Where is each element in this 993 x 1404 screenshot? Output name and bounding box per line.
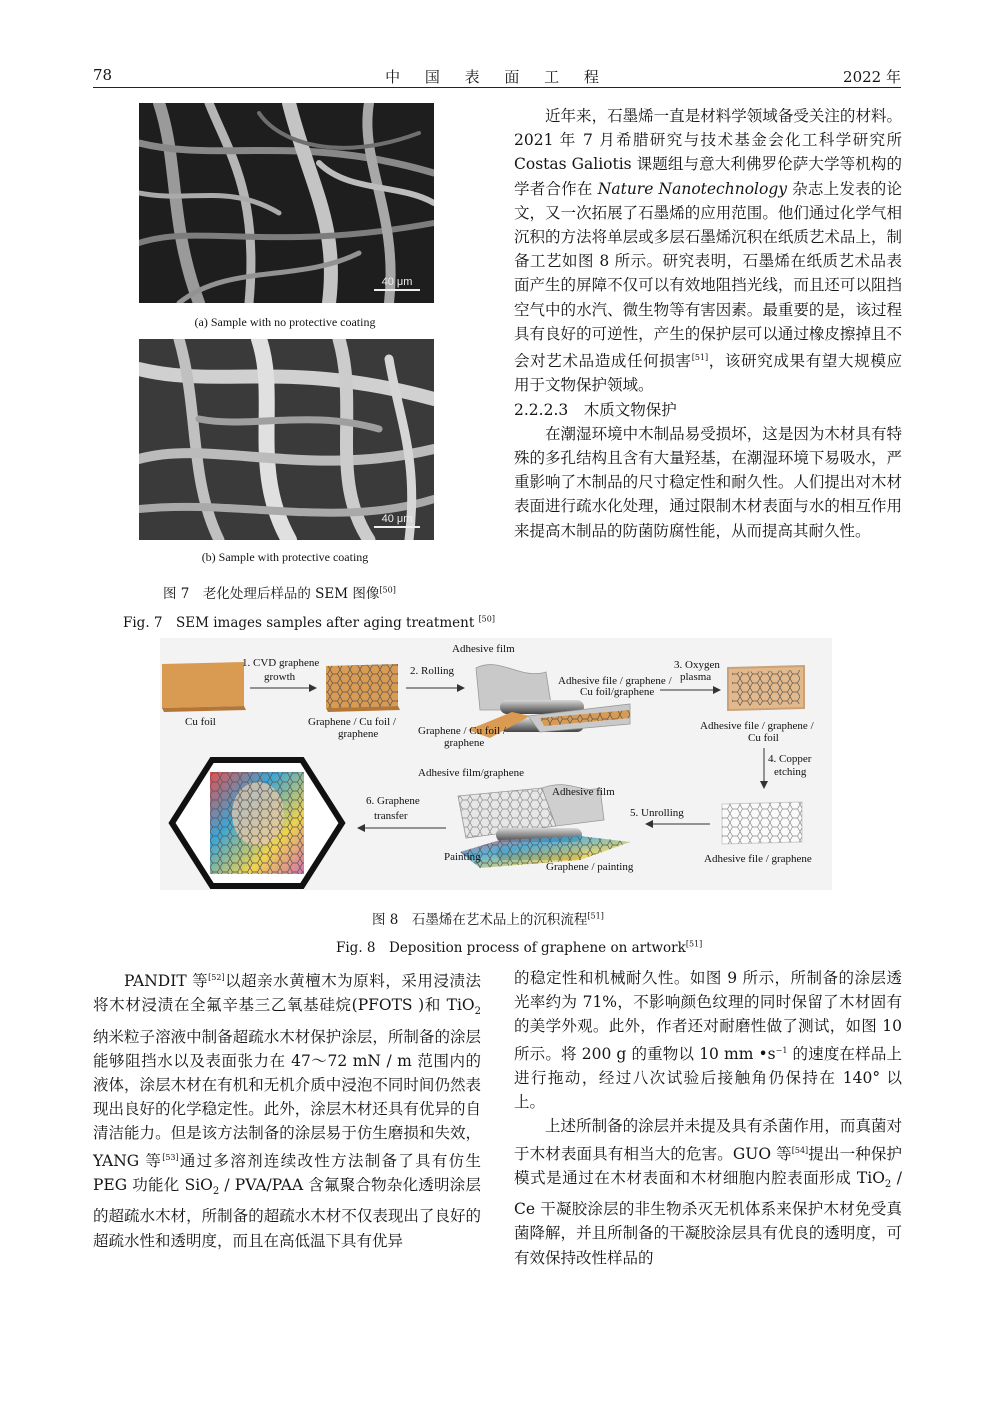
label-step3-b: plasma xyxy=(680,671,712,683)
bottom-left-column xyxy=(93,966,481,1253)
fig7-caption-en: Fig. 7 SEM images samples after aging treatment [50] xyxy=(123,614,495,631)
label-step2: 2. Rolling xyxy=(410,665,455,677)
graphene-cu-foil-sheet xyxy=(326,664,400,712)
label-adhesive-film-top: Adhesive film xyxy=(452,643,515,655)
label-step5: 5. Unrolling xyxy=(630,807,684,819)
fig7b-caption: (b) Sample with protective coating xyxy=(201,550,369,564)
paragraph-superhydrophobic-wood: PANDIT 等[52]以超亲水黄檀木为原料，采用浸渍法将木材浸渍在全氟辛基三乙氧基硅烷(PFOTS )和 TiO$_2$ 纳米粒子溶液中制备超疏水木材保护涂层，所制备的涂层能够阻挡水以及表面张力在 47～72 mN / m 范围内的液体，涂层木材在有机和无机介质中浸泡不同时间仍然表现出良好的化学稳定性。此外，涂层木材还具有优异的自清洁能力。但是该方法制备的涂层易于仿生磨损和失效，YANG 等[53]通过多溶剂连续改性方法制备了具有仿生 PEG 功能化 SiO$_2$ / PVA/PAA 含氟聚合物杂化透明涂层的超疏水木材，所制备的超疏水木材不仅表现出了良好的超疏水性和透明度，而且在高低温下具有优异 xyxy=(93,972,482,1250)
label-afg-b: Cu foil/graphene xyxy=(580,686,655,698)
right-column-top xyxy=(514,104,902,543)
scale-bar-b: 40 μm xyxy=(374,513,420,528)
paragraph-transparency-durability: 的稳定性和机械耐久性。如图 9 所示，所制备的涂层透光率约为 71%，不影响颜色纹理的同时保留了木材固有的美学外观。此外，作者还对耐磨性做了测试，如图 10 所示。将 200 g 的重物以 10 mm $•s^{-1}$ 的速度在样品上进行拖动，经过八次试验后接触角仍保持在 140° 以上。 xyxy=(514,969,902,1112)
journal-title: 中 国 表 面 工 程 xyxy=(385,68,609,86)
paragraph-antifungal-coating: 上述所制备的涂层并未提及具有杀菌作用，而真菌对于木材表面具有相当大的危害。GUO 等[54]提出一种保护模式是通过在木材表面和木材细胞内腔表面形成 TiO$_2$ / Ce 干凝胶涂层的非生物杀灭无机体系来保护木材免受真菌降解，并且所制备的干凝胶涂层具有优良的透明度，可有效保持改性样品的 xyxy=(514,1117,902,1267)
running-header xyxy=(93,62,901,88)
label-cu-foil: Cu foil xyxy=(185,716,216,728)
fig8-caption-cn: 图 8 石墨烯在艺术品上的沉积流程[51] xyxy=(372,911,604,928)
paragraph-graphene-artwork: 近年来，石墨烯一直是材料学领域备受关注的材料。2021 年 7 月希腊研究与技术基金会化工科学研究所 Costas Galiotis 课题组与意大利佛罗伦萨大学等机构的学者合作在 Nature Nanotechnology 杂志上发表的论文，又一次拓展了石墨烯的应用范围。他们通过化学气相沉积的方法将单层或多层石墨烯沉积在纸质艺术品上，制备工艺如图 8 所示。研究表明，石墨烯在纸质艺术品表面产生的屏障不仅可以有效地阻挡光线，而且还可以阻挡空气中的水汽、微生物等有害因素。最重要的是，该过程具有良好的可逆性，产生的保护层可以通过橡皮擦掉且不会对艺术品造成任何损害[51]，该研究成果有望大规模应用于文物保护领域。 xyxy=(514,107,902,395)
label-afgc-a: Adhesive file / graphene / xyxy=(700,720,814,732)
label-afg-a: Adhesive file / graphene / xyxy=(558,675,672,687)
page-number: 78 xyxy=(93,66,113,84)
sem-fibers-uncoated-graphic xyxy=(139,103,434,303)
section-heading-wood-relics: 2.2.2.3 木质文物保护 xyxy=(514,400,677,419)
fig8-caption-en: Fig. 8 Deposition process of graphene on artwork[51] xyxy=(336,939,703,956)
final-artwork-with-graphene xyxy=(172,760,342,886)
label-graphene-cu-foil-b: graphene xyxy=(338,728,379,740)
fig7a-caption: (a) Sample with no protective coating xyxy=(194,315,376,329)
bottom-right-column xyxy=(514,966,902,1270)
sem-image-uncoated xyxy=(139,103,434,303)
label-graphene-cu-foil2-a: Graphene / Cu foil / xyxy=(418,725,506,737)
issue-year: 2022 年 xyxy=(843,68,901,86)
label-adhesive-film-graphene: Adhesive film/graphene xyxy=(418,767,524,779)
fig7-caption-cn: 图 7 老化处理后样品的 SEM 图像[50] xyxy=(163,585,396,602)
adhesive-graphene-cu-foil-sheet xyxy=(728,666,804,710)
paragraph-wood-protection: 在潮湿环境中木制品易受损坏，这是因为木材具有特殊的多孔结构且含有大量羟基，在潮湿环境下易吸水，严重影响了木制品的尺寸稳定性和耐久性。人们提出对木材表面进行疏水化处理，通过限制木材表面与水的相互作用来提高木制品的防菌防腐性能，从而提高其耐久性。 xyxy=(514,424,902,540)
label-step3-a: 3. Oxygen xyxy=(674,659,720,671)
sem-image-coated xyxy=(139,339,434,540)
label-afgc-b: Cu foil xyxy=(748,732,779,744)
fig8-deposition-diagram xyxy=(160,638,832,890)
label-step4-a: 4. Copper xyxy=(768,753,812,765)
label-step1-a: 1. CVD graphene xyxy=(242,657,320,669)
sem-fibers-coated-graphic xyxy=(139,339,434,540)
label-step6-b: transfer xyxy=(374,810,408,822)
label-adhesive-graphene-final: Adhesive file / graphene xyxy=(704,853,812,865)
scale-bar-a: 40 μm xyxy=(374,276,420,291)
label-adhesive-film-mid: Adhesive film xyxy=(552,786,615,798)
label-graphene-cu-foil-a: Graphene / Cu foil / xyxy=(308,716,396,728)
label-step4-b: etching xyxy=(774,766,807,778)
adhesive-graphene-sheet xyxy=(722,802,802,844)
cu-foil-sheet xyxy=(162,662,246,712)
label-graphene-cu-foil2-b: graphene xyxy=(444,737,485,749)
label-step6-a: 6. Graphene xyxy=(366,795,420,807)
label-step1-b: growth xyxy=(264,671,296,683)
label-graphene-painting: Graphene / painting xyxy=(546,861,634,873)
label-painting: Painting xyxy=(444,851,481,863)
